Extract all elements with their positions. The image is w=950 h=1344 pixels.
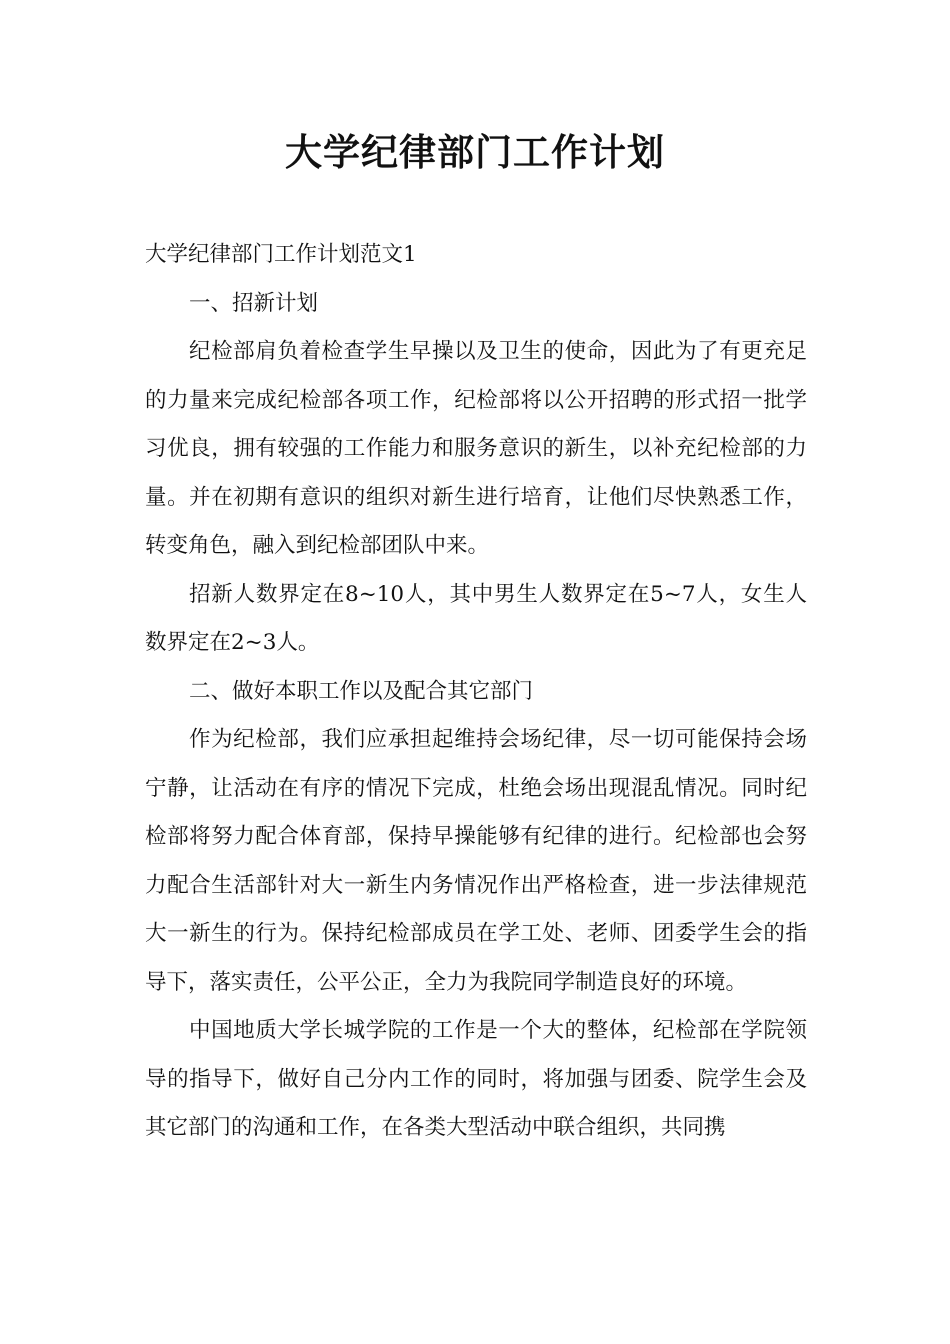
document-body xyxy=(145,231,807,1153)
paragraph-recruitment-purpose: 纪检部肩负着检查学生早操以及卫生的使命，因此为了有更充足的力量来完成纪检部各项工作，纪检部将以公开招聘的形式招一批学习优良，拥有较强的工作能力和服务意识的新生，以补充纪检部的力量。并在初期有意识的组织对新生进行培育，让他们尽快熟悉工作，转变角色，融入到纪检部团队中来。 xyxy=(145,339,807,558)
section-heading-duties: 二、做好本职工作以及配合其它部门 xyxy=(189,678,534,704)
paragraph-recruitment-quota: 招新人数界定在8~10人，其中男生人数界定在5~7人，女生人数界定在2~3人。 xyxy=(145,581,807,655)
section-heading-recruitment: 一、招新计划 xyxy=(189,290,319,316)
document-subtitle: 大学纪律部门工作计划范文1 xyxy=(145,242,417,267)
paragraph-cooperation: 中国地质大学长城学院的工作是一个大的整体，纪检部在学院领导的指导下，做好自己分内工作的同时，将加强与团委、院学生会及其它部门的沟通和工作，在各类大型活动中联合组织，共同携 xyxy=(145,1018,807,1140)
paragraph-duties-detail: 作为纪检部，我们应承担起维持会场纪律，尽一切可能保持会场宁静，让活动在有序的情况下完成，杜绝会场出现混乱情况。同时纪检部将努力配合体育部，保持早操能够有纪律的进行。纪检部也会努力配合生活部针对大一新生内务情况作出严格检查，进一步法律规范大一新生的行为。保持纪检部成员在学工处、老师、团委学生会的指导下，落实责任，公平公正，全力为我院同学制造良好的环境。 xyxy=(145,727,807,995)
document-title: 大学纪律部门工作计划 xyxy=(285,131,665,174)
